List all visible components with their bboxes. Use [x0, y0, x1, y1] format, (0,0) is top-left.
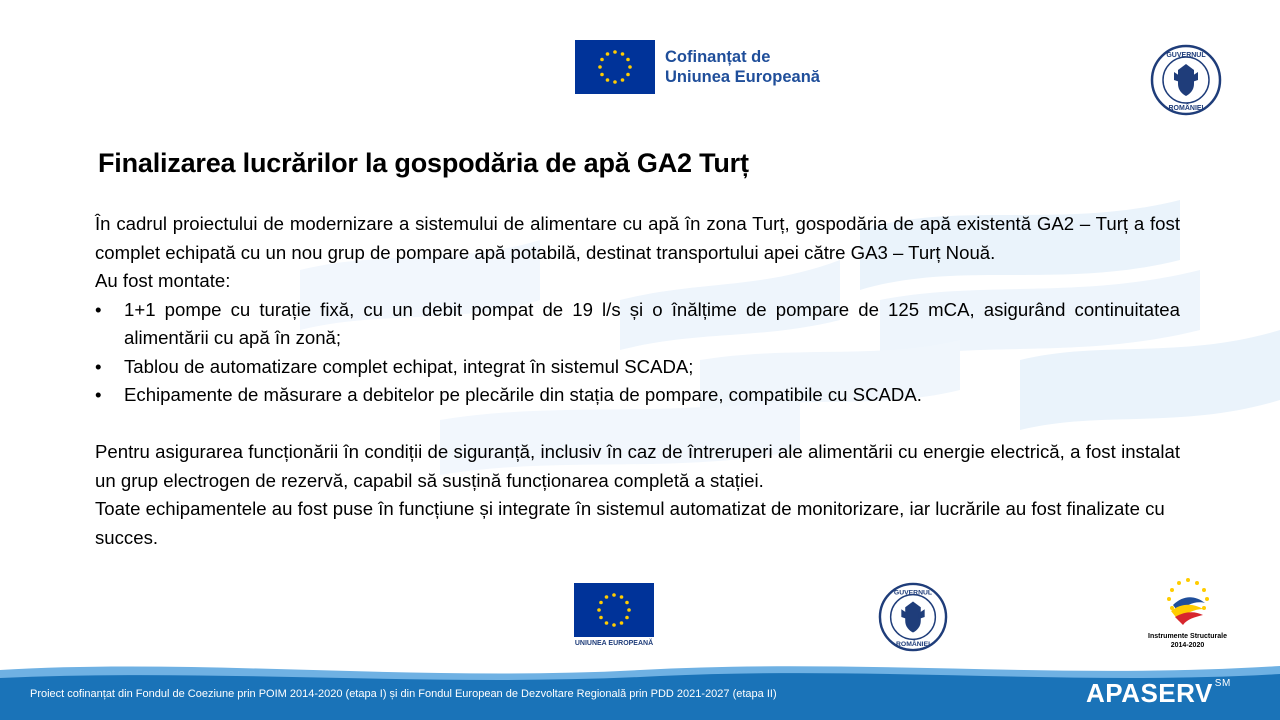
eu-text-line2: Uniunea Europeană [665, 68, 820, 86]
list-item: • Tablou de automatizare complet echipat, integrat în sistemul SCADA; [95, 353, 1180, 382]
footer-funding-text: Proiect cofinanțat din Fondul de Coeziune prin POIM 2014-2020 (etapa I) și din Fondul European de Dezvoltare Regională prin PDD 2021-2027 (etapa II) [30, 688, 777, 700]
svg-text:GUVERNUL: GUVERNUL [893, 589, 933, 597]
is-caption-line1: Instrumente Structurale [1148, 633, 1227, 640]
content-body [95, 210, 1180, 552]
installed-heading: Au fost montate: [95, 270, 231, 291]
page-title: Finalizarea lucrărilor la gospodăria de apă GA2 Turț [98, 148, 749, 178]
eu-caption: UNIUNEA EUROPEANĂ [574, 640, 654, 647]
eu-cofinanced-logo [575, 40, 820, 94]
list-item: • 1+1 pompe cu turație fixă, cu un debit pompat de 19 l/s și o înălțime de pompare de 125 mCA, asigurând continuitatea alimentării cu apă în zonă; [95, 296, 1180, 353]
equipment-list [95, 296, 1180, 410]
apaserv-mark: SM [1214, 678, 1231, 690]
structural-instruments-logo [1140, 575, 1235, 650]
svg-text:ROMÂNIEI: ROMÂNIEI [896, 641, 930, 649]
list-item: • Echipamente de măsurare a debitelor pe plecările din stația de pompare, compatibile cu SCADA. [95, 381, 1180, 410]
conclusion-paragraph: Toate echipamentele au fost puse în funcțiune și integrate în sistemul automatizat de monitorizare, iar lucrările au fost finalizate cu succes. [95, 498, 1165, 548]
government-seal-icon [1150, 44, 1222, 121]
svg-text:ROMÂNIEI: ROMÂNIEI [1168, 105, 1204, 112]
apaserv-logo [1086, 678, 1231, 709]
intro-paragraph: În cadrul proiectului de modernizare a sistemului de alimentare cu apă în zona Turț, gospodăria de apă existentă GA2 – Turț a fost complet echipată cu un nou grup de pompare apă potabilă, destinat transportului apei către GA3 – Turț Nouă. [95, 213, 1180, 263]
safety-paragraph: Pentru asigurarea funcționării în condiții de siguranță, inclusiv în caz de întreruperi ale alimentării cu energie electrică, a fost instalat un grup electrogen de rezervă, capabil să susțină funcționarea completă a stației. [95, 441, 1180, 491]
government-seal-icon [878, 582, 948, 657]
apaserv-brand: APASERV [1086, 678, 1213, 708]
eu-flag-icon [575, 40, 655, 94]
svg-text:GUVERNUL: GUVERNUL [1166, 52, 1206, 59]
eu-logo-bottom [574, 583, 654, 647]
eu-flag-icon [574, 583, 654, 637]
is-caption-line2: 2014-2020 [1170, 642, 1205, 649]
eu-text-line1: Cofinanțat de [665, 48, 771, 66]
structural-instruments-icon [1153, 575, 1223, 627]
